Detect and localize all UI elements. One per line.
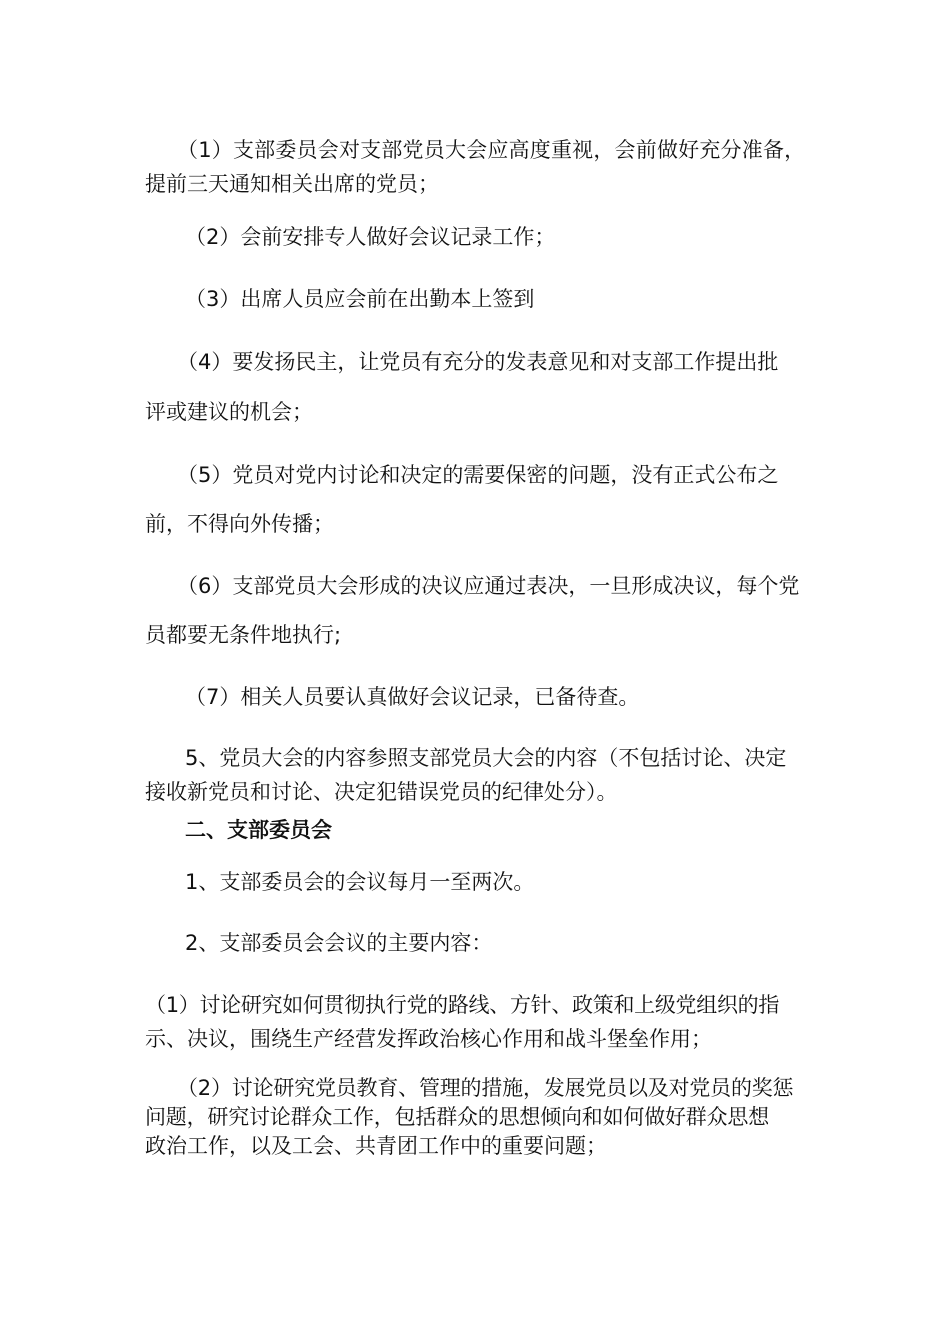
text-line: （2）会前安排专人做好会议记录工作；	[185, 225, 556, 249]
text-line: 提前三天通知相关出席的党员；	[145, 172, 439, 196]
paragraph-1	[145, 133, 810, 201]
paragraph-4-continued	[145, 395, 810, 429]
text-line: （5）党员对党内讨论和决定的需要保密的问题，没有正式公布之	[177, 463, 779, 487]
paragraph-3	[145, 282, 810, 316]
paragraph-7	[145, 680, 810, 714]
section-heading	[145, 813, 810, 847]
paragraph-item-5	[145, 741, 810, 809]
text-line: （1）支部委员会对支部党员大会应高度重视，会前做好充分准备，	[177, 138, 806, 162]
paragraph-4	[145, 345, 810, 379]
text-line: 问题，研究讨论群众工作，包括群众的思想倾向和如何做好群众思想	[145, 1105, 769, 1129]
text-line: （4）要发扬民主，让党员有充分的发表意见和对支部工作提出批	[177, 350, 779, 374]
paragraph-section-item-1	[145, 865, 810, 899]
paragraph-subitem-1	[145, 988, 810, 1056]
paragraph-6	[145, 569, 810, 603]
paragraph-5-continued	[145, 507, 810, 541]
text-line: 5、党员大会的内容参照支部党员大会的内容（不包括讨论、决定	[185, 746, 787, 770]
text-line: 政治工作，以及工会、共青团工作中的重要问题；	[145, 1134, 607, 1158]
text-line: 员都要无条件地执行;	[145, 623, 342, 647]
text-line: （7）相关人员要认真做好会议记录，已备待查。	[185, 685, 640, 709]
paragraph-section-item-2	[145, 926, 810, 960]
paragraph-2	[145, 220, 810, 254]
text-line: 前，不得向外传播；	[145, 512, 334, 536]
text-line: （1）讨论研究如何贯彻执行党的路线、方针、政策和上级党组织的指	[145, 993, 780, 1017]
heading-text: 二、支部委员会	[185, 818, 332, 842]
text-line: 接收新党员和讨论、决定犯错误党员的纪律处分）。	[145, 780, 618, 804]
paragraph-5	[145, 458, 810, 492]
paragraph-6-continued	[145, 618, 810, 652]
text-line: 2、支部委员会会议的主要内容：	[185, 931, 493, 955]
text-line: 评或建议的机会；	[145, 400, 313, 424]
text-line: （3）出席人员应会前在出勤本上签到	[185, 287, 535, 311]
paragraph-subitem-2	[145, 1074, 810, 1161]
text-line: （2）讨论研究党员教育、管理的措施，发展党员以及对党员的奖惩	[177, 1076, 794, 1100]
text-line: 1、支部委员会的会议每月一至两次。	[185, 870, 535, 894]
text-line: 示、决议，围绕生产经营发挥政治核心作用和战斗堡垒作用；	[145, 1027, 712, 1051]
text-line: （6）支部党员大会形成的决议应通过表决，一旦形成决议，每个党	[177, 574, 800, 598]
